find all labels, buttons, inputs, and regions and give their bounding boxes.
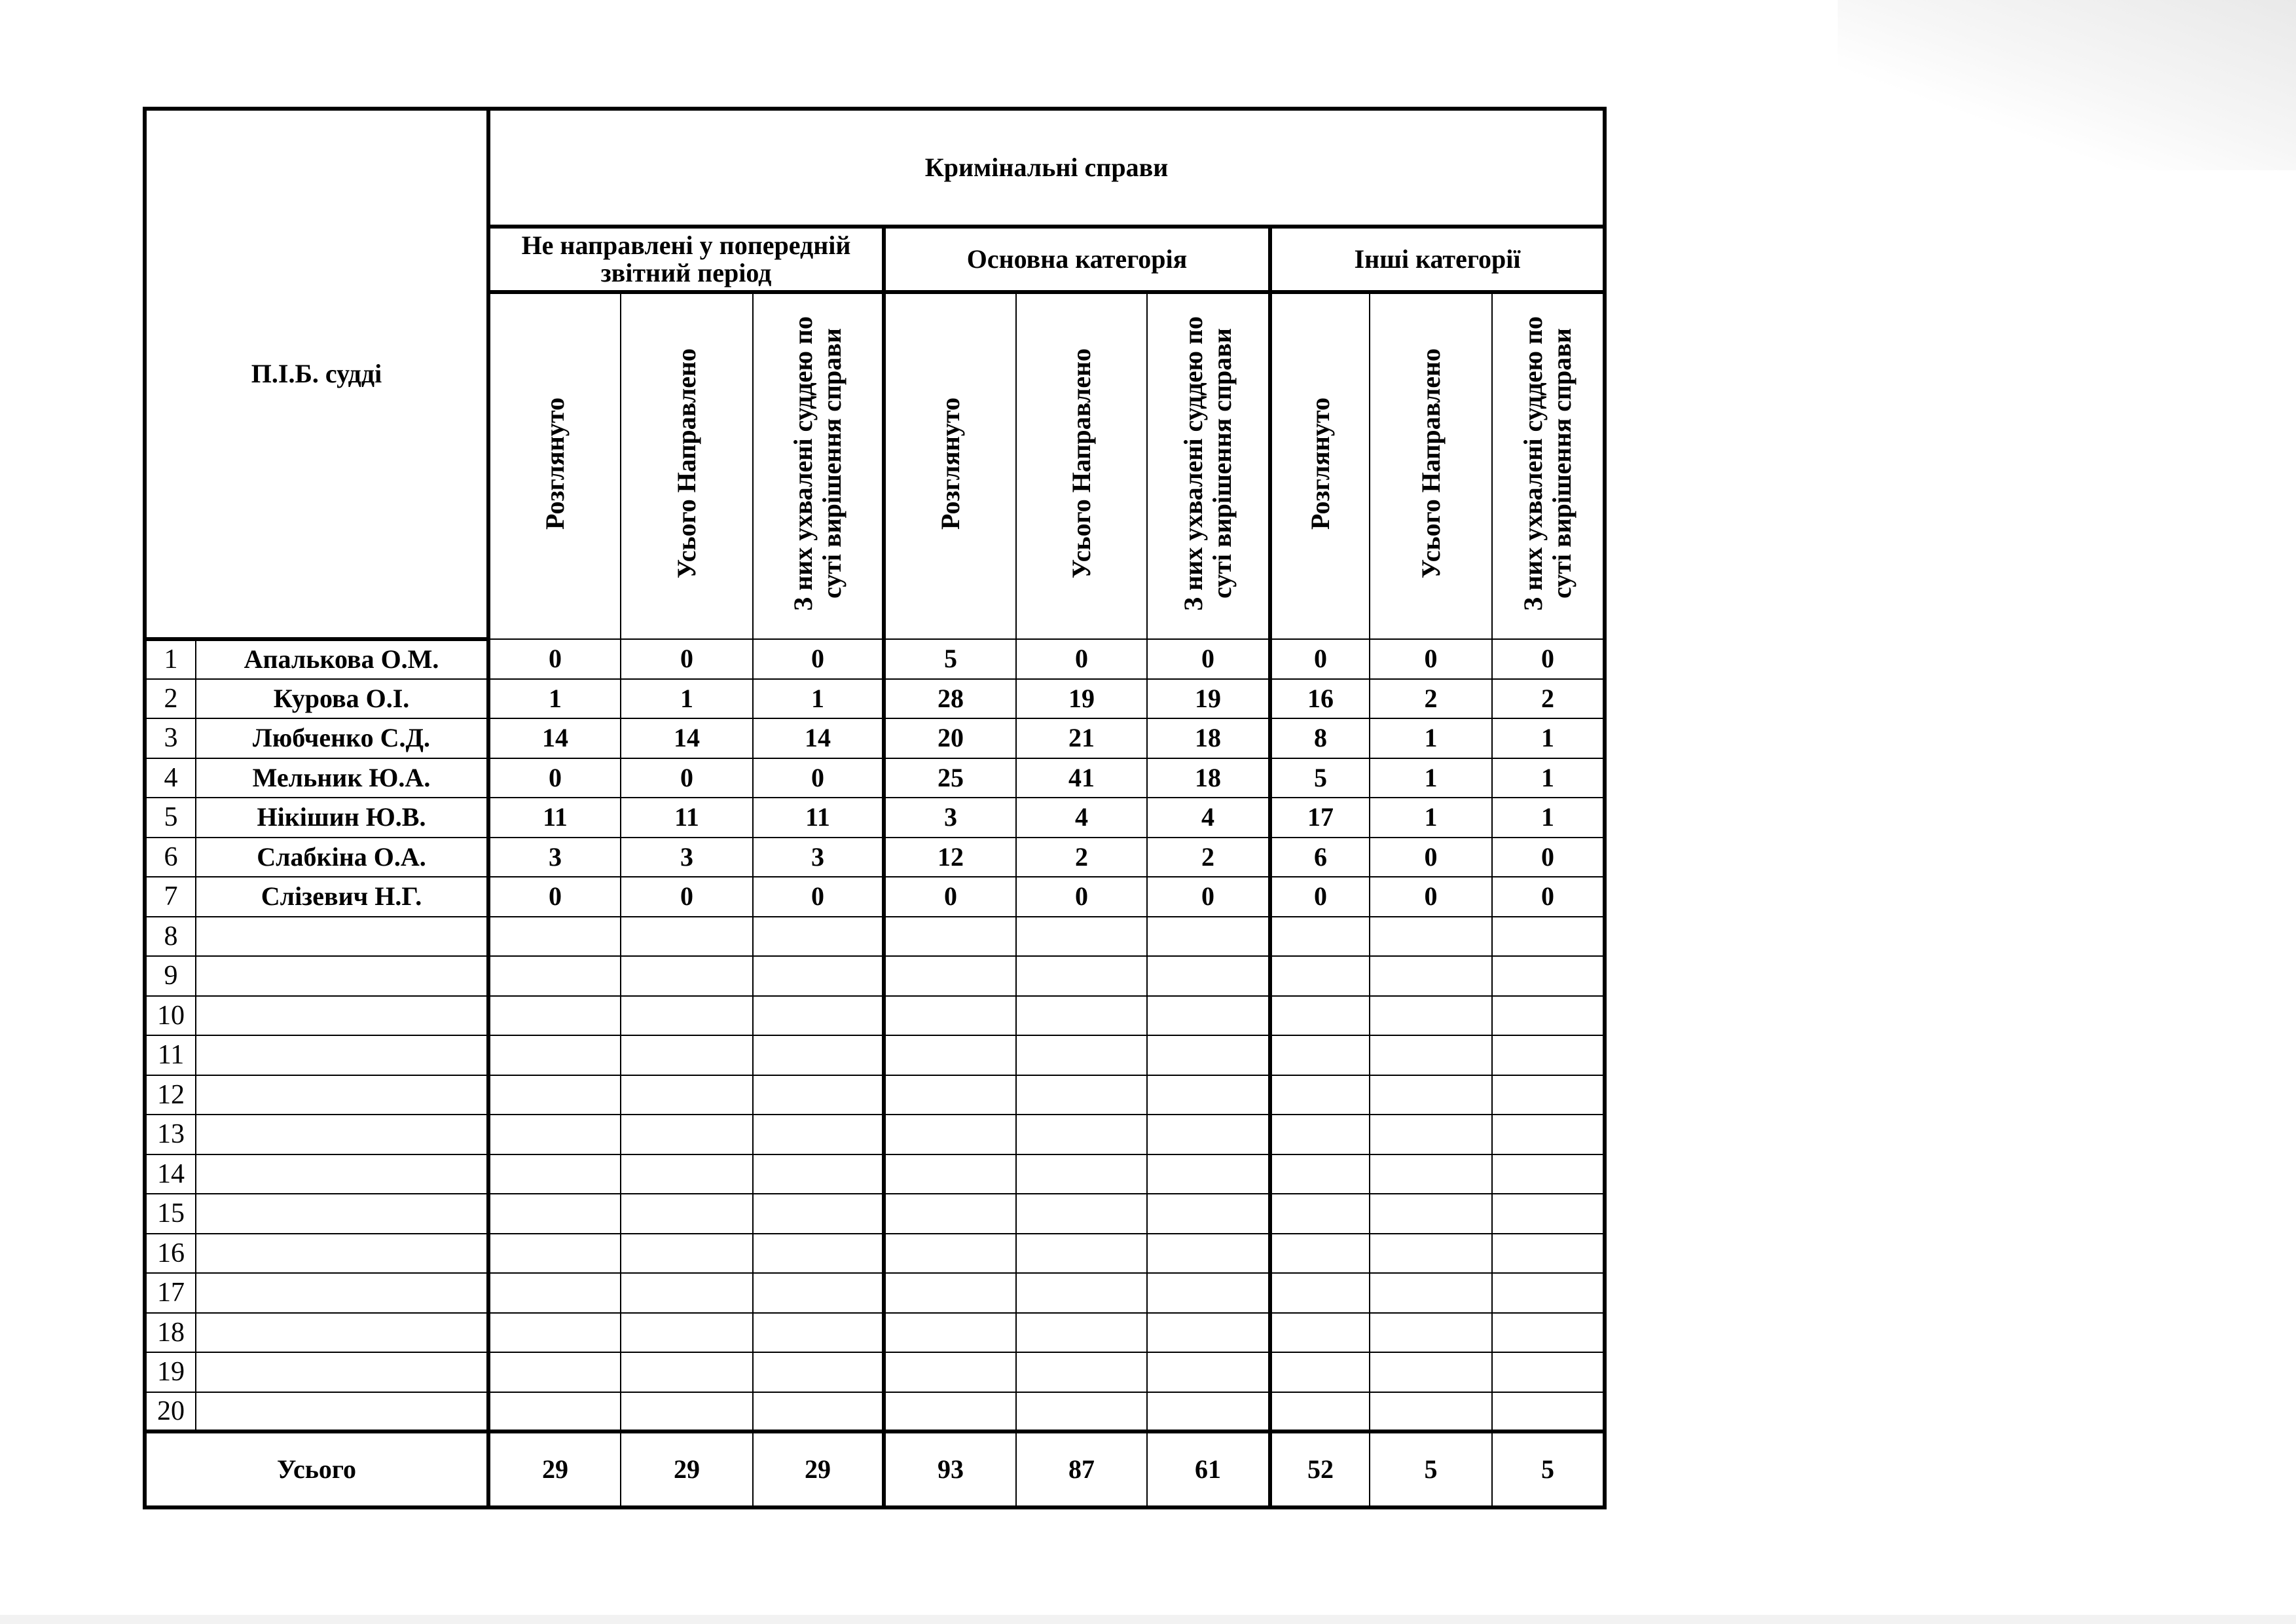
total-value: 52: [1270, 1431, 1370, 1507]
table-row: [145, 1234, 1605, 1274]
value-cell: [1492, 1194, 1605, 1234]
group-other-categories: Інші категорії: [1270, 227, 1605, 292]
row-number: 13: [145, 1115, 196, 1154]
table-row: [145, 956, 1605, 996]
row-number: 12: [145, 1075, 196, 1115]
value-cell: [1270, 1273, 1370, 1313]
value-cell: [1492, 1313, 1605, 1353]
table-row: [145, 1035, 1605, 1075]
value-cell: [1370, 1234, 1492, 1274]
value-cell: 14: [621, 718, 753, 758]
value-cell: [1147, 996, 1270, 1036]
value-cell: [1370, 917, 1492, 957]
value-cell: 25: [884, 758, 1016, 798]
value-cell: 11: [621, 798, 753, 838]
table-row: [145, 996, 1605, 1036]
value-cell: [1016, 996, 1147, 1036]
value-cell: 3: [753, 838, 884, 877]
value-cell: [884, 1154, 1016, 1194]
value-cell: [621, 996, 753, 1036]
value-cell: [1370, 996, 1492, 1036]
value-cell: 0: [753, 758, 884, 798]
table-row: [145, 1075, 1605, 1115]
value-cell: 41: [1016, 758, 1147, 798]
value-cell: [1016, 1392, 1147, 1432]
value-cell: [1016, 917, 1147, 957]
value-cell: [884, 1035, 1016, 1075]
value-cell: [1147, 1234, 1270, 1274]
value-cell: [884, 917, 1016, 957]
value-cell: 1: [1370, 758, 1492, 798]
value-cell: 1: [621, 679, 753, 719]
value-cell: [488, 1352, 621, 1392]
value-cell: 14: [488, 718, 621, 758]
value-cell: 0: [488, 758, 621, 798]
value-cell: [753, 1234, 884, 1274]
table-header: [145, 109, 1605, 639]
judge-name: Мельник Ю.А.: [196, 758, 488, 798]
value-cell: 0: [621, 639, 753, 679]
value-cell: [488, 1194, 621, 1234]
value-cell: 17: [1270, 798, 1370, 838]
value-cell: [1492, 1352, 1605, 1392]
row-number: 1: [145, 639, 196, 679]
value-cell: [1016, 1194, 1147, 1234]
value-cell: 14: [753, 718, 884, 758]
value-cell: [1016, 1075, 1147, 1115]
value-cell: [1270, 1035, 1370, 1075]
value-cell: [621, 956, 753, 996]
value-cell: [753, 1273, 884, 1313]
value-cell: 19: [1147, 679, 1270, 719]
value-cell: [1270, 1154, 1370, 1194]
judge-name: [196, 917, 488, 957]
value-cell: 4: [1016, 798, 1147, 838]
value-cell: [753, 1075, 884, 1115]
total-value: 29: [488, 1431, 621, 1507]
value-cell: [1016, 1154, 1147, 1194]
value-cell: 16: [1270, 679, 1370, 719]
value-cell: [1016, 1352, 1147, 1392]
value-cell: 1: [753, 679, 884, 719]
value-cell: [884, 956, 1016, 996]
value-cell: [884, 1313, 1016, 1353]
value-cell: 0: [1370, 877, 1492, 917]
value-cell: [753, 1313, 884, 1353]
value-cell: [753, 1392, 884, 1432]
value-cell: 0: [488, 877, 621, 917]
value-cell: 3: [884, 798, 1016, 838]
value-cell: [884, 1392, 1016, 1432]
criminal-cases-header: Кримінальні справи: [488, 109, 1605, 227]
row-number: 18: [145, 1313, 196, 1353]
value-cell: 2: [1016, 838, 1147, 877]
judge-name: [196, 956, 488, 996]
value-cell: [1492, 1234, 1605, 1274]
row-number: 5: [145, 798, 196, 838]
value-cell: [1370, 1035, 1492, 1075]
row-number: 19: [145, 1352, 196, 1392]
table-row: [145, 758, 1605, 798]
total-value: 87: [1016, 1431, 1147, 1507]
value-cell: 0: [1270, 639, 1370, 679]
value-cell: [1370, 1313, 1492, 1353]
value-cell: [621, 1154, 753, 1194]
value-cell: [1147, 956, 1270, 996]
value-cell: [884, 1352, 1016, 1392]
value-cell: [1370, 1075, 1492, 1115]
value-cell: [1270, 1352, 1370, 1392]
value-cell: [621, 1075, 753, 1115]
value-cell: [1147, 1035, 1270, 1075]
row-number: 9: [145, 956, 196, 996]
table-row: [145, 1154, 1605, 1194]
judge-name: Нікішин Ю.В.: [196, 798, 488, 838]
value-cell: [1147, 1273, 1270, 1313]
scan-shadow-corner: [1838, 0, 2296, 170]
value-cell: [1016, 956, 1147, 996]
value-cell: 0: [1147, 639, 1270, 679]
value-cell: 3: [621, 838, 753, 877]
row-number: 6: [145, 838, 196, 877]
value-cell: 2: [1370, 679, 1492, 719]
value-cell: [753, 1352, 884, 1392]
value-cell: [1016, 1115, 1147, 1154]
value-cell: [488, 1075, 621, 1115]
value-cell: 1: [1370, 718, 1492, 758]
value-cell: [884, 996, 1016, 1036]
judge-name: [196, 1115, 488, 1154]
value-cell: [488, 1313, 621, 1353]
scan-shadow-bottom: [0, 1615, 2296, 1624]
judge-name: [196, 1154, 488, 1194]
value-cell: [1492, 1035, 1605, 1075]
row-number: 14: [145, 1154, 196, 1194]
total-value: 5: [1370, 1431, 1492, 1507]
value-cell: [1016, 1035, 1147, 1075]
value-cell: [1270, 1075, 1370, 1115]
subcol-header: Розглянуто: [488, 292, 621, 639]
value-cell: 5: [884, 639, 1016, 679]
value-cell: [488, 996, 621, 1036]
table-row: [145, 1194, 1605, 1234]
value-cell: 21: [1016, 718, 1147, 758]
value-cell: [621, 1313, 753, 1353]
value-cell: [1492, 1392, 1605, 1432]
judge-name: [196, 1352, 488, 1392]
value-cell: 0: [1370, 639, 1492, 679]
value-cell: 1: [1492, 798, 1605, 838]
value-cell: [1016, 1313, 1147, 1353]
value-cell: [488, 956, 621, 996]
value-cell: [1270, 996, 1370, 1036]
value-cell: 0: [1016, 877, 1147, 917]
value-cell: 0: [1492, 639, 1605, 679]
value-cell: [1492, 917, 1605, 957]
row-number: 20: [145, 1392, 196, 1432]
subcol-header: Розглянуто: [1270, 292, 1370, 639]
row-number: 16: [145, 1234, 196, 1274]
value-cell: 0: [884, 877, 1016, 917]
value-cell: [753, 917, 884, 957]
value-cell: [1147, 1115, 1270, 1154]
table-row: [145, 838, 1605, 877]
judge-name: Курова О.І.: [196, 679, 488, 719]
value-cell: [621, 1234, 753, 1274]
value-cell: [1492, 1075, 1605, 1115]
table-row: [145, 639, 1605, 679]
row-number: 10: [145, 996, 196, 1036]
subcol-header: Усього Направлено: [621, 292, 753, 639]
value-cell: 8: [1270, 718, 1370, 758]
table-row: [145, 1273, 1605, 1313]
value-cell: [884, 1273, 1016, 1313]
value-cell: [1370, 1154, 1492, 1194]
value-cell: 11: [753, 798, 884, 838]
value-cell: 1: [1492, 758, 1605, 798]
value-cell: [753, 1115, 884, 1154]
value-cell: [1270, 1392, 1370, 1432]
value-cell: [621, 1115, 753, 1154]
table-row: [145, 679, 1605, 719]
value-cell: [1370, 1273, 1492, 1313]
subcol-header: З них ухвалені суддею по суті вирішення справи: [1492, 292, 1605, 639]
value-cell: 4: [1147, 798, 1270, 838]
judge-name: Слабкіна О.А.: [196, 838, 488, 877]
value-cell: [884, 1194, 1016, 1234]
value-cell: [1147, 1154, 1270, 1194]
value-cell: [1270, 917, 1370, 957]
table-body: [145, 639, 1605, 1431]
value-cell: 18: [1147, 758, 1270, 798]
value-cell: [1370, 1115, 1492, 1154]
value-cell: [621, 1392, 753, 1432]
subcol-header: З них ухвалені суддею по суті вирішення справи: [1147, 292, 1270, 639]
value-cell: [1492, 1273, 1605, 1313]
value-cell: 6: [1270, 838, 1370, 877]
table-row: [145, 798, 1605, 838]
value-cell: 0: [621, 877, 753, 917]
value-cell: 28: [884, 679, 1016, 719]
value-cell: 20: [884, 718, 1016, 758]
subcol-header: З них ухвалені суддею по суті вирішення справи: [753, 292, 884, 639]
value-cell: [1370, 1352, 1492, 1392]
value-cell: [1492, 1154, 1605, 1194]
judge-name: [196, 1075, 488, 1115]
row-number: 17: [145, 1273, 196, 1313]
value-cell: [1492, 1115, 1605, 1154]
value-cell: [488, 1115, 621, 1154]
value-cell: [488, 1273, 621, 1313]
value-cell: [1270, 956, 1370, 996]
value-cell: [753, 1154, 884, 1194]
table-row: [145, 1352, 1605, 1392]
value-cell: 0: [753, 639, 884, 679]
value-cell: [1492, 956, 1605, 996]
row-number: 8: [145, 917, 196, 957]
value-cell: [621, 1194, 753, 1234]
row-number: 7: [145, 877, 196, 917]
judge-name: [196, 1035, 488, 1075]
judge-name: Слізевич Н.Г.: [196, 877, 488, 917]
value-cell: [1370, 1392, 1492, 1432]
group-not-sent-previous-period: Не направлені у попередній звітний період: [488, 227, 884, 292]
judge-name: [196, 1234, 488, 1274]
total-value: 29: [621, 1431, 753, 1507]
row-number: 3: [145, 718, 196, 758]
value-cell: 1: [1370, 798, 1492, 838]
total-value: 29: [753, 1431, 884, 1507]
total-value: 5: [1492, 1431, 1605, 1507]
value-cell: 0: [488, 639, 621, 679]
subcol-header: Розглянуто: [884, 292, 1016, 639]
value-cell: [621, 1352, 753, 1392]
value-cell: [488, 1392, 621, 1432]
value-cell: 0: [1147, 877, 1270, 917]
value-cell: [488, 917, 621, 957]
table-row: [145, 917, 1605, 957]
table-row: [145, 1392, 1605, 1432]
value-cell: [884, 1075, 1016, 1115]
value-cell: [1270, 1234, 1370, 1274]
value-cell: 3: [488, 838, 621, 877]
row-number: 11: [145, 1035, 196, 1075]
value-cell: [1147, 1194, 1270, 1234]
subcol-header: Усього Направлено: [1016, 292, 1147, 639]
judge-name: [196, 1392, 488, 1432]
value-cell: [1492, 996, 1605, 1036]
value-cell: [1270, 1194, 1370, 1234]
value-cell: [753, 996, 884, 1036]
value-cell: [1147, 1075, 1270, 1115]
value-cell: [884, 1234, 1016, 1274]
judge-name: Любченко С.Д.: [196, 718, 488, 758]
criminal-cases-report-table: [143, 107, 1607, 1509]
judge-name: Апалькова О.М.: [196, 639, 488, 679]
value-cell: 0: [1270, 877, 1370, 917]
row-number: 15: [145, 1194, 196, 1234]
row-number: 2: [145, 679, 196, 719]
value-cell: 0: [1492, 877, 1605, 917]
value-cell: [1370, 956, 1492, 996]
value-cell: 1: [1492, 718, 1605, 758]
table-row: [145, 718, 1605, 758]
value-cell: [621, 1273, 753, 1313]
total-label: Усього: [145, 1431, 488, 1507]
value-cell: 0: [753, 877, 884, 917]
value-cell: [753, 1035, 884, 1075]
value-cell: 5: [1270, 758, 1370, 798]
judge-name: [196, 996, 488, 1036]
table-row: [145, 877, 1605, 917]
value-cell: 0: [621, 758, 753, 798]
value-cell: 1: [488, 679, 621, 719]
value-cell: [1016, 1273, 1147, 1313]
value-cell: [621, 1035, 753, 1075]
value-cell: 0: [1016, 639, 1147, 679]
table-row: [145, 1313, 1605, 1353]
value-cell: [1370, 1194, 1492, 1234]
value-cell: [753, 1194, 884, 1234]
value-cell: [1270, 1313, 1370, 1353]
value-cell: [488, 1035, 621, 1075]
value-cell: 2: [1147, 838, 1270, 877]
value-cell: 19: [1016, 679, 1147, 719]
value-cell: 2: [1492, 679, 1605, 719]
value-cell: 12: [884, 838, 1016, 877]
table-footer: [145, 1431, 1605, 1507]
value-cell: [488, 1154, 621, 1194]
value-cell: 18: [1147, 718, 1270, 758]
judge-name: [196, 1273, 488, 1313]
value-cell: [1147, 1313, 1270, 1353]
value-cell: [1016, 1234, 1147, 1274]
judge-name: [196, 1313, 488, 1353]
value-cell: 0: [1370, 838, 1492, 877]
row-number: 4: [145, 758, 196, 798]
value-cell: 0: [1492, 838, 1605, 877]
value-cell: [753, 956, 884, 996]
value-cell: [1270, 1115, 1370, 1154]
table-row: [145, 1115, 1605, 1154]
judge-name-header: П.І.Б. судді: [145, 109, 488, 639]
value-cell: [488, 1234, 621, 1274]
judge-name: [196, 1194, 488, 1234]
value-cell: [1147, 1352, 1270, 1392]
value-cell: [1147, 1392, 1270, 1432]
value-cell: [884, 1115, 1016, 1154]
subcol-header: Усього Направлено: [1370, 292, 1492, 639]
total-value: 61: [1147, 1431, 1270, 1507]
value-cell: [1147, 917, 1270, 957]
group-main-category: Основна категорія: [884, 227, 1270, 292]
value-cell: 11: [488, 798, 621, 838]
value-cell: [621, 917, 753, 957]
total-value: 93: [884, 1431, 1016, 1507]
